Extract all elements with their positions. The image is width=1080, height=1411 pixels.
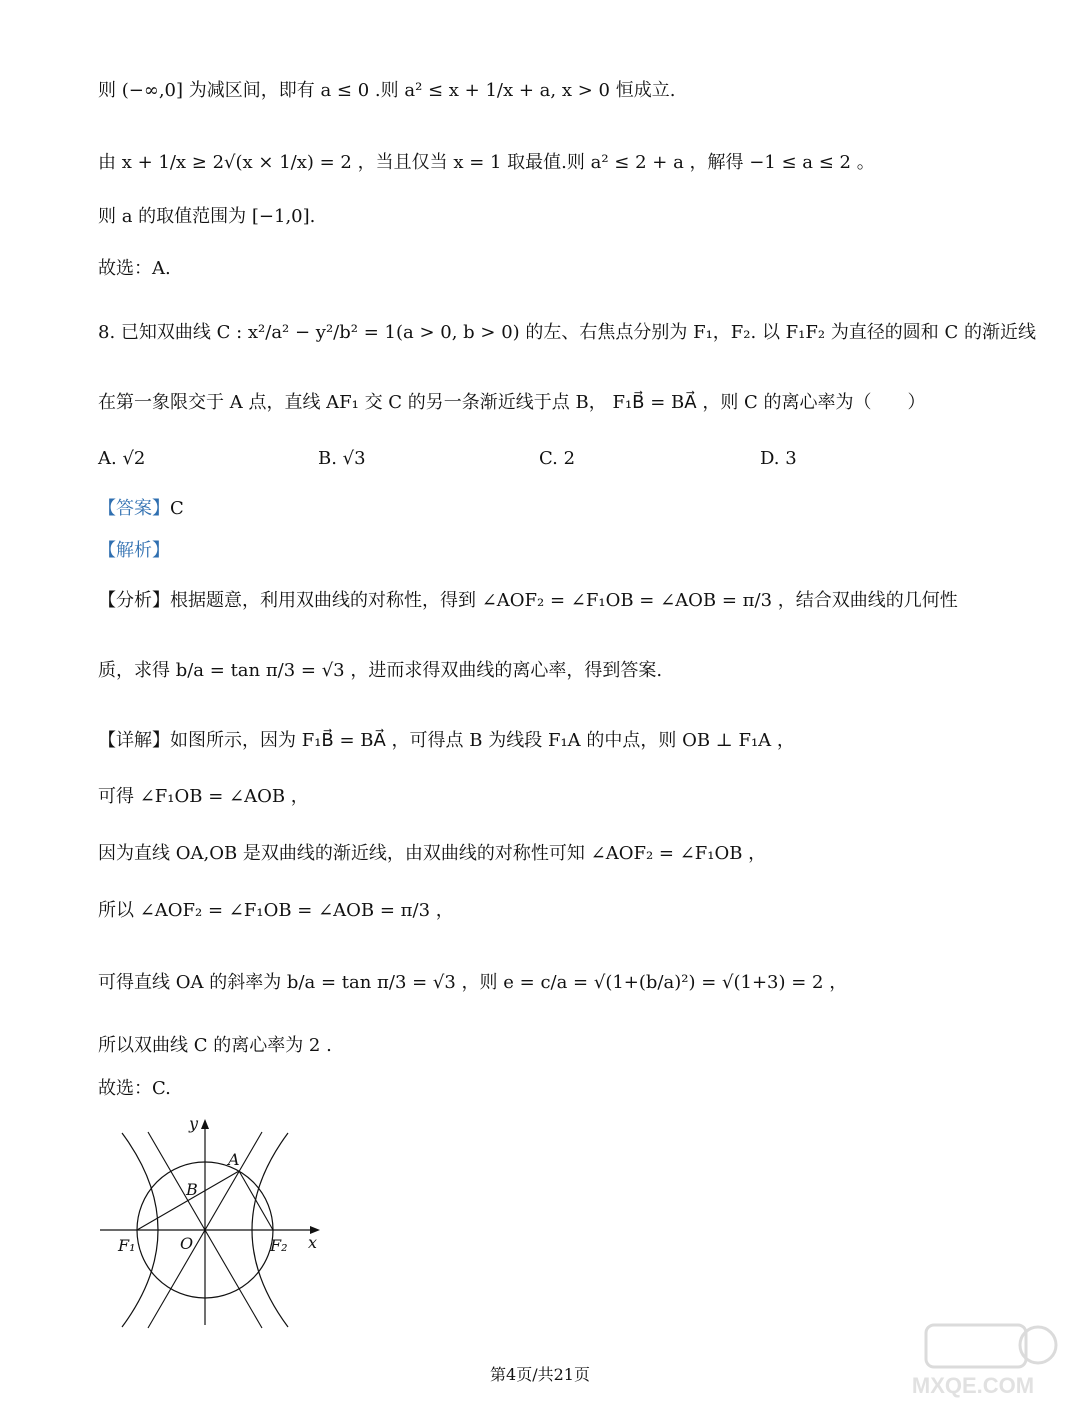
label-a: A [228, 1150, 240, 1169]
label-f1: F₁ [118, 1236, 136, 1255]
analysis-tag: 【解析】 [98, 540, 170, 561]
detail-line-4: 所以 ∠AOF₂ = ∠F₁OB = ∠AOB = π/3 ， [98, 900, 454, 921]
option-c: C. 2 [539, 448, 576, 469]
label-b: B [186, 1180, 198, 1199]
page-footer: 第4页/共21页 [490, 1365, 590, 1384]
text-line-1: 则 (−∞,0] 为减区间，即有 a ≤ 0 .则 a² ≤ x + 1/x + a, x > 0 恒成立. [98, 80, 676, 101]
detail-line-7: 故选：C. [98, 1078, 171, 1099]
text-line-3: 则 a 的取值范围为 [−1,0]. [98, 206, 316, 227]
detail-line-6: 所以双曲线 C 的离心率为 2 . [98, 1035, 332, 1056]
question-8-line-1: 8. 已知双曲线 C : x²/a² − y²/b² = 1(a > 0, b > 0) 的左、右焦点分别为 F₁，F₂. 以 F₁F₂ 为直径的圆和 C 的渐近线 [98, 322, 1037, 343]
text-line-2: 由 x + 1/x ≥ 2√(x × 1/x) = 2 ，当且仅当 x = 1 取最值.则 a² ≤ 2 + a ，解得 −1 ≤ a ≤ 2 。 [98, 152, 875, 173]
detail-line-5: 可得直线 OA 的斜率为 b/a = tan π/3 = √3 ，则 e = c/a = √(1+(b/a)²) = √(1+3) = 2 ， [98, 972, 848, 993]
detail-line-3: 因为直线 OA,OB 是双曲线的渐近线，由双曲线的对称性可知 ∠AOF₂ = ∠F₁OB ， [98, 843, 767, 864]
question-8-line-2: 在第一象限交于 A 点，直线 AF₁ 交 C 的另一条渐近线于点 B， F₁B⃗ = BA⃗ ，则 C 的离心率为（ ） [98, 392, 926, 413]
option-a: A. √2 [98, 448, 146, 469]
answer-value: C [170, 498, 184, 519]
analysis-line-1: 【分析】根据题意，利用双曲线的对称性，得到 ∠AOF₂ = ∠F₁OB = ∠AOB = π/3 ，结合双曲线的几何性 [98, 590, 958, 611]
hyperbola-figure [98, 1115, 328, 1330]
y-axis-arrow [201, 1119, 209, 1129]
answer-line [98, 498, 184, 520]
detail-line-1: 【详解】如图所示，因为 F₁B⃗ = BA⃗ ，可得点 B 为线段 F₁A 的中点，则 OB ⊥ F₁A ， [98, 730, 795, 751]
label-y: y [189, 1115, 199, 1133]
label-f2: F₂ [270, 1236, 288, 1255]
watermark-text: MXQE.COM [911, 1373, 1035, 1398]
text-line-4: 故选：A. [98, 258, 171, 279]
segment-af2 [239, 1171, 273, 1230]
analysis-line-2: 质，求得 b/a = tan π/3 = √3 ，进而求得双曲线的离心率，得到答案. [98, 660, 663, 681]
label-x: x [308, 1233, 318, 1252]
option-d: D. 3 [760, 448, 797, 469]
detail-line-2: 可得 ∠F₁OB = ∠AOB ， [98, 786, 309, 807]
watermark-logo [888, 1321, 1058, 1401]
answer-tag: 【答案】 [98, 498, 170, 519]
label-o: O [180, 1234, 194, 1253]
option-b: B. √3 [318, 448, 366, 469]
